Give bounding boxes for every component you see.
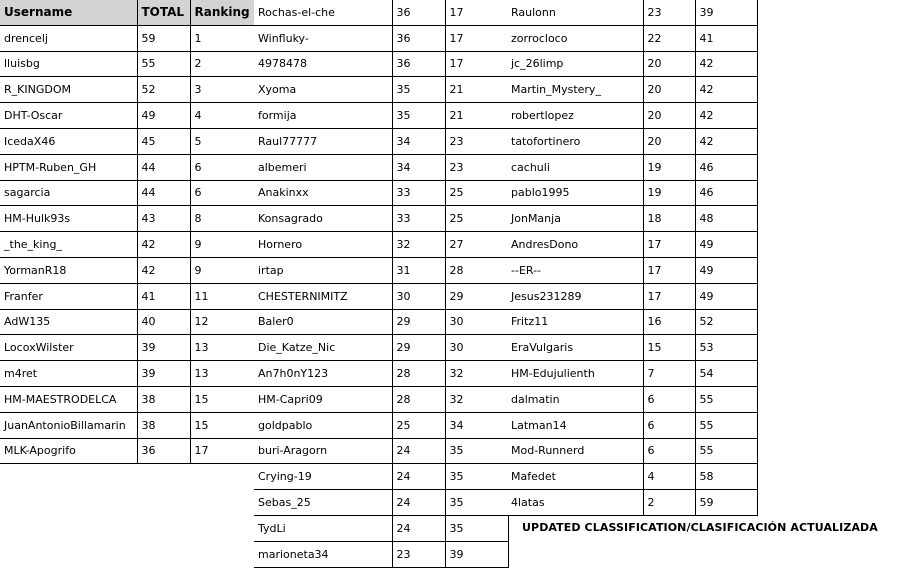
ranking-cell: 25 bbox=[445, 180, 508, 206]
total-cell: 4 bbox=[643, 464, 695, 490]
ranking-cell: 15 bbox=[190, 412, 254, 438]
table-row bbox=[507, 25, 757, 51]
total-cell: 40 bbox=[137, 309, 190, 335]
ranking-cell: 21 bbox=[445, 103, 508, 129]
table-row bbox=[0, 257, 254, 283]
table-row bbox=[507, 232, 757, 258]
total-cell: 6 bbox=[643, 386, 695, 412]
username-cell: Mafedet bbox=[507, 464, 643, 490]
table-row bbox=[0, 361, 254, 387]
username-cell: JuanAntonioBillamarin bbox=[0, 412, 137, 438]
total-cell: 55 bbox=[137, 51, 190, 77]
ranking-cell: 3 bbox=[190, 77, 254, 103]
total-cell: 38 bbox=[137, 386, 190, 412]
total-cell: 24 bbox=[392, 438, 445, 464]
username-cell: Fritz11 bbox=[507, 309, 643, 335]
ranking-cell: 42 bbox=[695, 77, 757, 103]
username-cell: Martin_Mystery_ bbox=[507, 77, 643, 103]
total-cell: 28 bbox=[392, 386, 445, 412]
table-row bbox=[507, 206, 757, 232]
username-cell: cachuli bbox=[507, 154, 643, 180]
ranking-cell: 12 bbox=[190, 309, 254, 335]
username-cell: Die_Katze_Nic bbox=[254, 335, 392, 361]
table-row bbox=[0, 51, 254, 77]
table-row bbox=[507, 438, 757, 464]
ranking-cell: 11 bbox=[190, 283, 254, 309]
username-cell: Anakinxx bbox=[254, 180, 392, 206]
total-cell: 39 bbox=[137, 335, 190, 361]
total-cell: 36 bbox=[137, 438, 190, 464]
table-row bbox=[507, 257, 757, 283]
ranking-cell: 1 bbox=[190, 25, 254, 51]
ranking-cell: 4 bbox=[190, 103, 254, 129]
table-row bbox=[507, 103, 757, 129]
table-row bbox=[507, 77, 757, 103]
username-cell: buri-Aragorn bbox=[254, 438, 392, 464]
total-cell: 23 bbox=[392, 541, 445, 567]
username-cell: HM-Edujulienth bbox=[507, 361, 643, 387]
total-cell: 24 bbox=[392, 464, 445, 490]
total-cell: 42 bbox=[137, 232, 190, 258]
username-cell: AndresDono bbox=[507, 232, 643, 258]
username-cell: dalmatin bbox=[507, 386, 643, 412]
total-cell: 7 bbox=[643, 361, 695, 387]
total-cell: 25 bbox=[392, 412, 445, 438]
table-row bbox=[254, 77, 508, 103]
ranking-cell: 35 bbox=[445, 438, 508, 464]
username-cell: 4978478 bbox=[254, 51, 392, 77]
total-cell: 44 bbox=[137, 154, 190, 180]
table-row bbox=[0, 309, 254, 335]
username-cell: _the_king_ bbox=[0, 232, 137, 258]
username-cell: An7h0nY123 bbox=[254, 361, 392, 387]
ranking-cell: 25 bbox=[445, 206, 508, 232]
total-cell: 32 bbox=[392, 232, 445, 258]
ranking-cell: 13 bbox=[190, 361, 254, 387]
ranking-cell: 35 bbox=[445, 490, 508, 516]
total-cell: 35 bbox=[392, 77, 445, 103]
total-cell: 35 bbox=[392, 103, 445, 129]
total-cell: 20 bbox=[643, 77, 695, 103]
table-row bbox=[507, 361, 757, 387]
username-header: Username bbox=[0, 0, 137, 25]
table-row bbox=[254, 361, 508, 387]
ranking-cell: 42 bbox=[695, 51, 757, 77]
username-cell: Crying-19 bbox=[254, 464, 392, 490]
table-row bbox=[507, 464, 757, 490]
table-row bbox=[0, 128, 254, 154]
table-row bbox=[0, 232, 254, 258]
total-cell: 6 bbox=[643, 412, 695, 438]
username-cell: marioneta34 bbox=[254, 541, 392, 567]
username-cell: HPTM-Ruben_GH bbox=[0, 154, 137, 180]
total-cell: 22 bbox=[643, 25, 695, 51]
table-row bbox=[507, 283, 757, 309]
ranking-cell: 17 bbox=[445, 0, 508, 25]
total-cell: 24 bbox=[392, 515, 445, 541]
ranking-cell: 59 bbox=[695, 490, 757, 516]
table-row bbox=[507, 309, 757, 335]
username-cell: LocoxWilster bbox=[0, 335, 137, 361]
total-cell: 2 bbox=[643, 490, 695, 516]
ranking-cell: 6 bbox=[190, 180, 254, 206]
ranking-cell: 53 bbox=[695, 335, 757, 361]
username-cell: zorrocloco bbox=[507, 25, 643, 51]
ranking-cell: 39 bbox=[695, 0, 757, 25]
total-cell: 19 bbox=[643, 180, 695, 206]
total-cell: 15 bbox=[643, 335, 695, 361]
ranking-cell: 42 bbox=[695, 128, 757, 154]
username-cell: albemeri bbox=[254, 154, 392, 180]
ranking-cell: 34 bbox=[445, 412, 508, 438]
total-cell: 28 bbox=[392, 361, 445, 387]
ranking-cell: 42 bbox=[695, 103, 757, 129]
total-cell: 17 bbox=[643, 283, 695, 309]
table-row bbox=[0, 335, 254, 361]
total-header: TOTAL bbox=[137, 0, 190, 25]
table-row bbox=[254, 412, 508, 438]
ranking-cell: 9 bbox=[190, 257, 254, 283]
table-row bbox=[254, 438, 508, 464]
ranking-cell: 54 bbox=[695, 361, 757, 387]
table-row bbox=[254, 51, 508, 77]
username-cell: sagarcia bbox=[0, 180, 137, 206]
table-row bbox=[254, 386, 508, 412]
total-cell: 36 bbox=[392, 0, 445, 25]
ranking-cell: 55 bbox=[695, 438, 757, 464]
table-row bbox=[254, 541, 508, 567]
table-row bbox=[254, 257, 508, 283]
ranking-cell: 48 bbox=[695, 206, 757, 232]
username-cell: lluisbg bbox=[0, 51, 137, 77]
total-cell: 44 bbox=[137, 180, 190, 206]
table-row bbox=[254, 154, 508, 180]
total-cell: 29 bbox=[392, 335, 445, 361]
username-cell: jc_26limp bbox=[507, 51, 643, 77]
ranking-cell: 17 bbox=[190, 438, 254, 464]
total-cell: 20 bbox=[643, 128, 695, 154]
ranking-cell: 49 bbox=[695, 283, 757, 309]
total-cell: 34 bbox=[392, 128, 445, 154]
username-cell: Xyoma bbox=[254, 77, 392, 103]
username-cell: TydLi bbox=[254, 515, 392, 541]
username-cell: tatofortinero bbox=[507, 128, 643, 154]
ranking-cell: 17 bbox=[445, 51, 508, 77]
ranking-cell: 23 bbox=[445, 128, 508, 154]
ranking-table-1 bbox=[0, 0, 255, 464]
username-cell: DHT-Oscar bbox=[0, 103, 137, 129]
total-cell: 52 bbox=[137, 77, 190, 103]
total-cell: 19 bbox=[643, 154, 695, 180]
table-row bbox=[507, 412, 757, 438]
username-cell: MLK-Apogrifo bbox=[0, 438, 137, 464]
total-cell: 49 bbox=[137, 103, 190, 129]
ranking-cell: 28 bbox=[445, 257, 508, 283]
username-cell: goldpablo bbox=[254, 412, 392, 438]
username-cell: IcedaX46 bbox=[0, 128, 137, 154]
table-row bbox=[0, 25, 254, 51]
total-cell: 33 bbox=[392, 180, 445, 206]
table-row bbox=[507, 0, 757, 25]
total-cell: 18 bbox=[643, 206, 695, 232]
table-row bbox=[507, 386, 757, 412]
ranking-cell: 55 bbox=[695, 412, 757, 438]
table-row bbox=[254, 103, 508, 129]
total-cell: 45 bbox=[137, 128, 190, 154]
total-cell: 31 bbox=[392, 257, 445, 283]
table-row bbox=[0, 412, 254, 438]
table-row bbox=[507, 128, 757, 154]
username-cell: 4latas bbox=[507, 490, 643, 516]
table-row bbox=[0, 180, 254, 206]
username-cell: pablo1995 bbox=[507, 180, 643, 206]
username-cell: --ER-- bbox=[507, 257, 643, 283]
ranking-cell: 46 bbox=[695, 154, 757, 180]
total-cell: 36 bbox=[392, 25, 445, 51]
table-row bbox=[0, 283, 254, 309]
total-cell: 20 bbox=[643, 51, 695, 77]
total-cell: 6 bbox=[643, 438, 695, 464]
ranking-cell: 8 bbox=[190, 206, 254, 232]
total-cell: 24 bbox=[392, 490, 445, 516]
ranking-cell: 2 bbox=[190, 51, 254, 77]
table-row bbox=[254, 128, 508, 154]
ranking-cell: 58 bbox=[695, 464, 757, 490]
ranking-header: Ranking bbox=[190, 0, 254, 25]
username-cell: Latman14 bbox=[507, 412, 643, 438]
ranking-cell: 21 bbox=[445, 77, 508, 103]
table-row bbox=[254, 490, 508, 516]
ranking-cell: 30 bbox=[445, 309, 508, 335]
ranking-cell: 32 bbox=[445, 361, 508, 387]
table-row bbox=[507, 154, 757, 180]
ranking-cell: 52 bbox=[695, 309, 757, 335]
ranking-cell: 17 bbox=[445, 25, 508, 51]
table-row bbox=[254, 180, 508, 206]
table-row bbox=[0, 154, 254, 180]
ranking-cell: 9 bbox=[190, 232, 254, 258]
updated-classification-note: UPDATED CLASSIFICATION/CLASIFICACIÓN ACTUALIZADA bbox=[522, 521, 878, 534]
table-row bbox=[254, 309, 508, 335]
ranking-cell: 49 bbox=[695, 257, 757, 283]
username-cell: HM-Capri09 bbox=[254, 386, 392, 412]
total-cell: 17 bbox=[643, 257, 695, 283]
total-cell: 43 bbox=[137, 206, 190, 232]
username-cell: Jesus231289 bbox=[507, 283, 643, 309]
total-cell: 39 bbox=[137, 361, 190, 387]
username-cell: HM-MAESTRODELCA bbox=[0, 386, 137, 412]
username-cell: Konsagrado bbox=[254, 206, 392, 232]
table-row bbox=[254, 206, 508, 232]
ranking-table-2 bbox=[254, 0, 509, 568]
table-row bbox=[254, 335, 508, 361]
table-row bbox=[0, 77, 254, 103]
username-cell: R_KINGDOM bbox=[0, 77, 137, 103]
total-cell: 30 bbox=[392, 283, 445, 309]
ranking-cell: 39 bbox=[445, 541, 508, 567]
username-cell: m4ret bbox=[0, 361, 137, 387]
username-cell: EraVulgaris bbox=[507, 335, 643, 361]
total-cell: 33 bbox=[392, 206, 445, 232]
total-cell: 23 bbox=[643, 0, 695, 25]
table-row bbox=[254, 0, 508, 25]
total-cell: 38 bbox=[137, 412, 190, 438]
table-row bbox=[254, 464, 508, 490]
table-row bbox=[0, 386, 254, 412]
ranking-cell: 23 bbox=[445, 154, 508, 180]
ranking-cell: 6 bbox=[190, 154, 254, 180]
table-row bbox=[507, 335, 757, 361]
ranking-cell: 13 bbox=[190, 335, 254, 361]
ranking-cell: 5 bbox=[190, 128, 254, 154]
ranking-cell: 55 bbox=[695, 386, 757, 412]
ranking-cell: 27 bbox=[445, 232, 508, 258]
username-cell: Winfluky- bbox=[254, 25, 392, 51]
table-row bbox=[0, 438, 254, 464]
table-row bbox=[254, 232, 508, 258]
username-cell: robertlopez bbox=[507, 103, 643, 129]
username-cell: irtap bbox=[254, 257, 392, 283]
username-cell: Franfer bbox=[0, 283, 137, 309]
table-row bbox=[254, 25, 508, 51]
table-row bbox=[507, 490, 757, 516]
ranking-cell: 15 bbox=[190, 386, 254, 412]
total-cell: 41 bbox=[137, 283, 190, 309]
total-cell: 42 bbox=[137, 257, 190, 283]
table-row bbox=[507, 180, 757, 206]
table-row bbox=[254, 515, 508, 541]
username-cell: Sebas_25 bbox=[254, 490, 392, 516]
total-cell: 59 bbox=[137, 25, 190, 51]
username-cell: Raulonn bbox=[507, 0, 643, 25]
username-cell: JonManja bbox=[507, 206, 643, 232]
username-cell: YormanR18 bbox=[0, 257, 137, 283]
username-cell: CHESTERNIMITZ bbox=[254, 283, 392, 309]
ranking-cell: 30 bbox=[445, 335, 508, 361]
username-cell: AdW135 bbox=[0, 309, 137, 335]
ranking-cell: 35 bbox=[445, 464, 508, 490]
table-row bbox=[507, 51, 757, 77]
username-cell: HM-Hulk93s bbox=[0, 206, 137, 232]
total-cell: 20 bbox=[643, 103, 695, 129]
username-cell: Raul77777 bbox=[254, 128, 392, 154]
username-cell: formija bbox=[254, 103, 392, 129]
ranking-cell: 29 bbox=[445, 283, 508, 309]
ranking-cell: 46 bbox=[695, 180, 757, 206]
table-row bbox=[0, 206, 254, 232]
ranking-cell: 35 bbox=[445, 515, 508, 541]
username-cell: Hornero bbox=[254, 232, 392, 258]
username-cell: Baler0 bbox=[254, 309, 392, 335]
username-cell: Mod-Runnerd bbox=[507, 438, 643, 464]
table-row bbox=[0, 103, 254, 129]
ranking-cell: 49 bbox=[695, 232, 757, 258]
total-cell: 36 bbox=[392, 51, 445, 77]
header-row bbox=[0, 0, 254, 25]
ranking-cell: 32 bbox=[445, 386, 508, 412]
ranking-table-3 bbox=[507, 0, 758, 516]
total-cell: 17 bbox=[643, 232, 695, 258]
ranking-cell: 41 bbox=[695, 25, 757, 51]
username-cell: Rochas-el-che bbox=[254, 0, 392, 25]
total-cell: 16 bbox=[643, 309, 695, 335]
total-cell: 34 bbox=[392, 154, 445, 180]
username-cell: drencelj bbox=[0, 25, 137, 51]
total-cell: 29 bbox=[392, 309, 445, 335]
table-row bbox=[254, 283, 508, 309]
